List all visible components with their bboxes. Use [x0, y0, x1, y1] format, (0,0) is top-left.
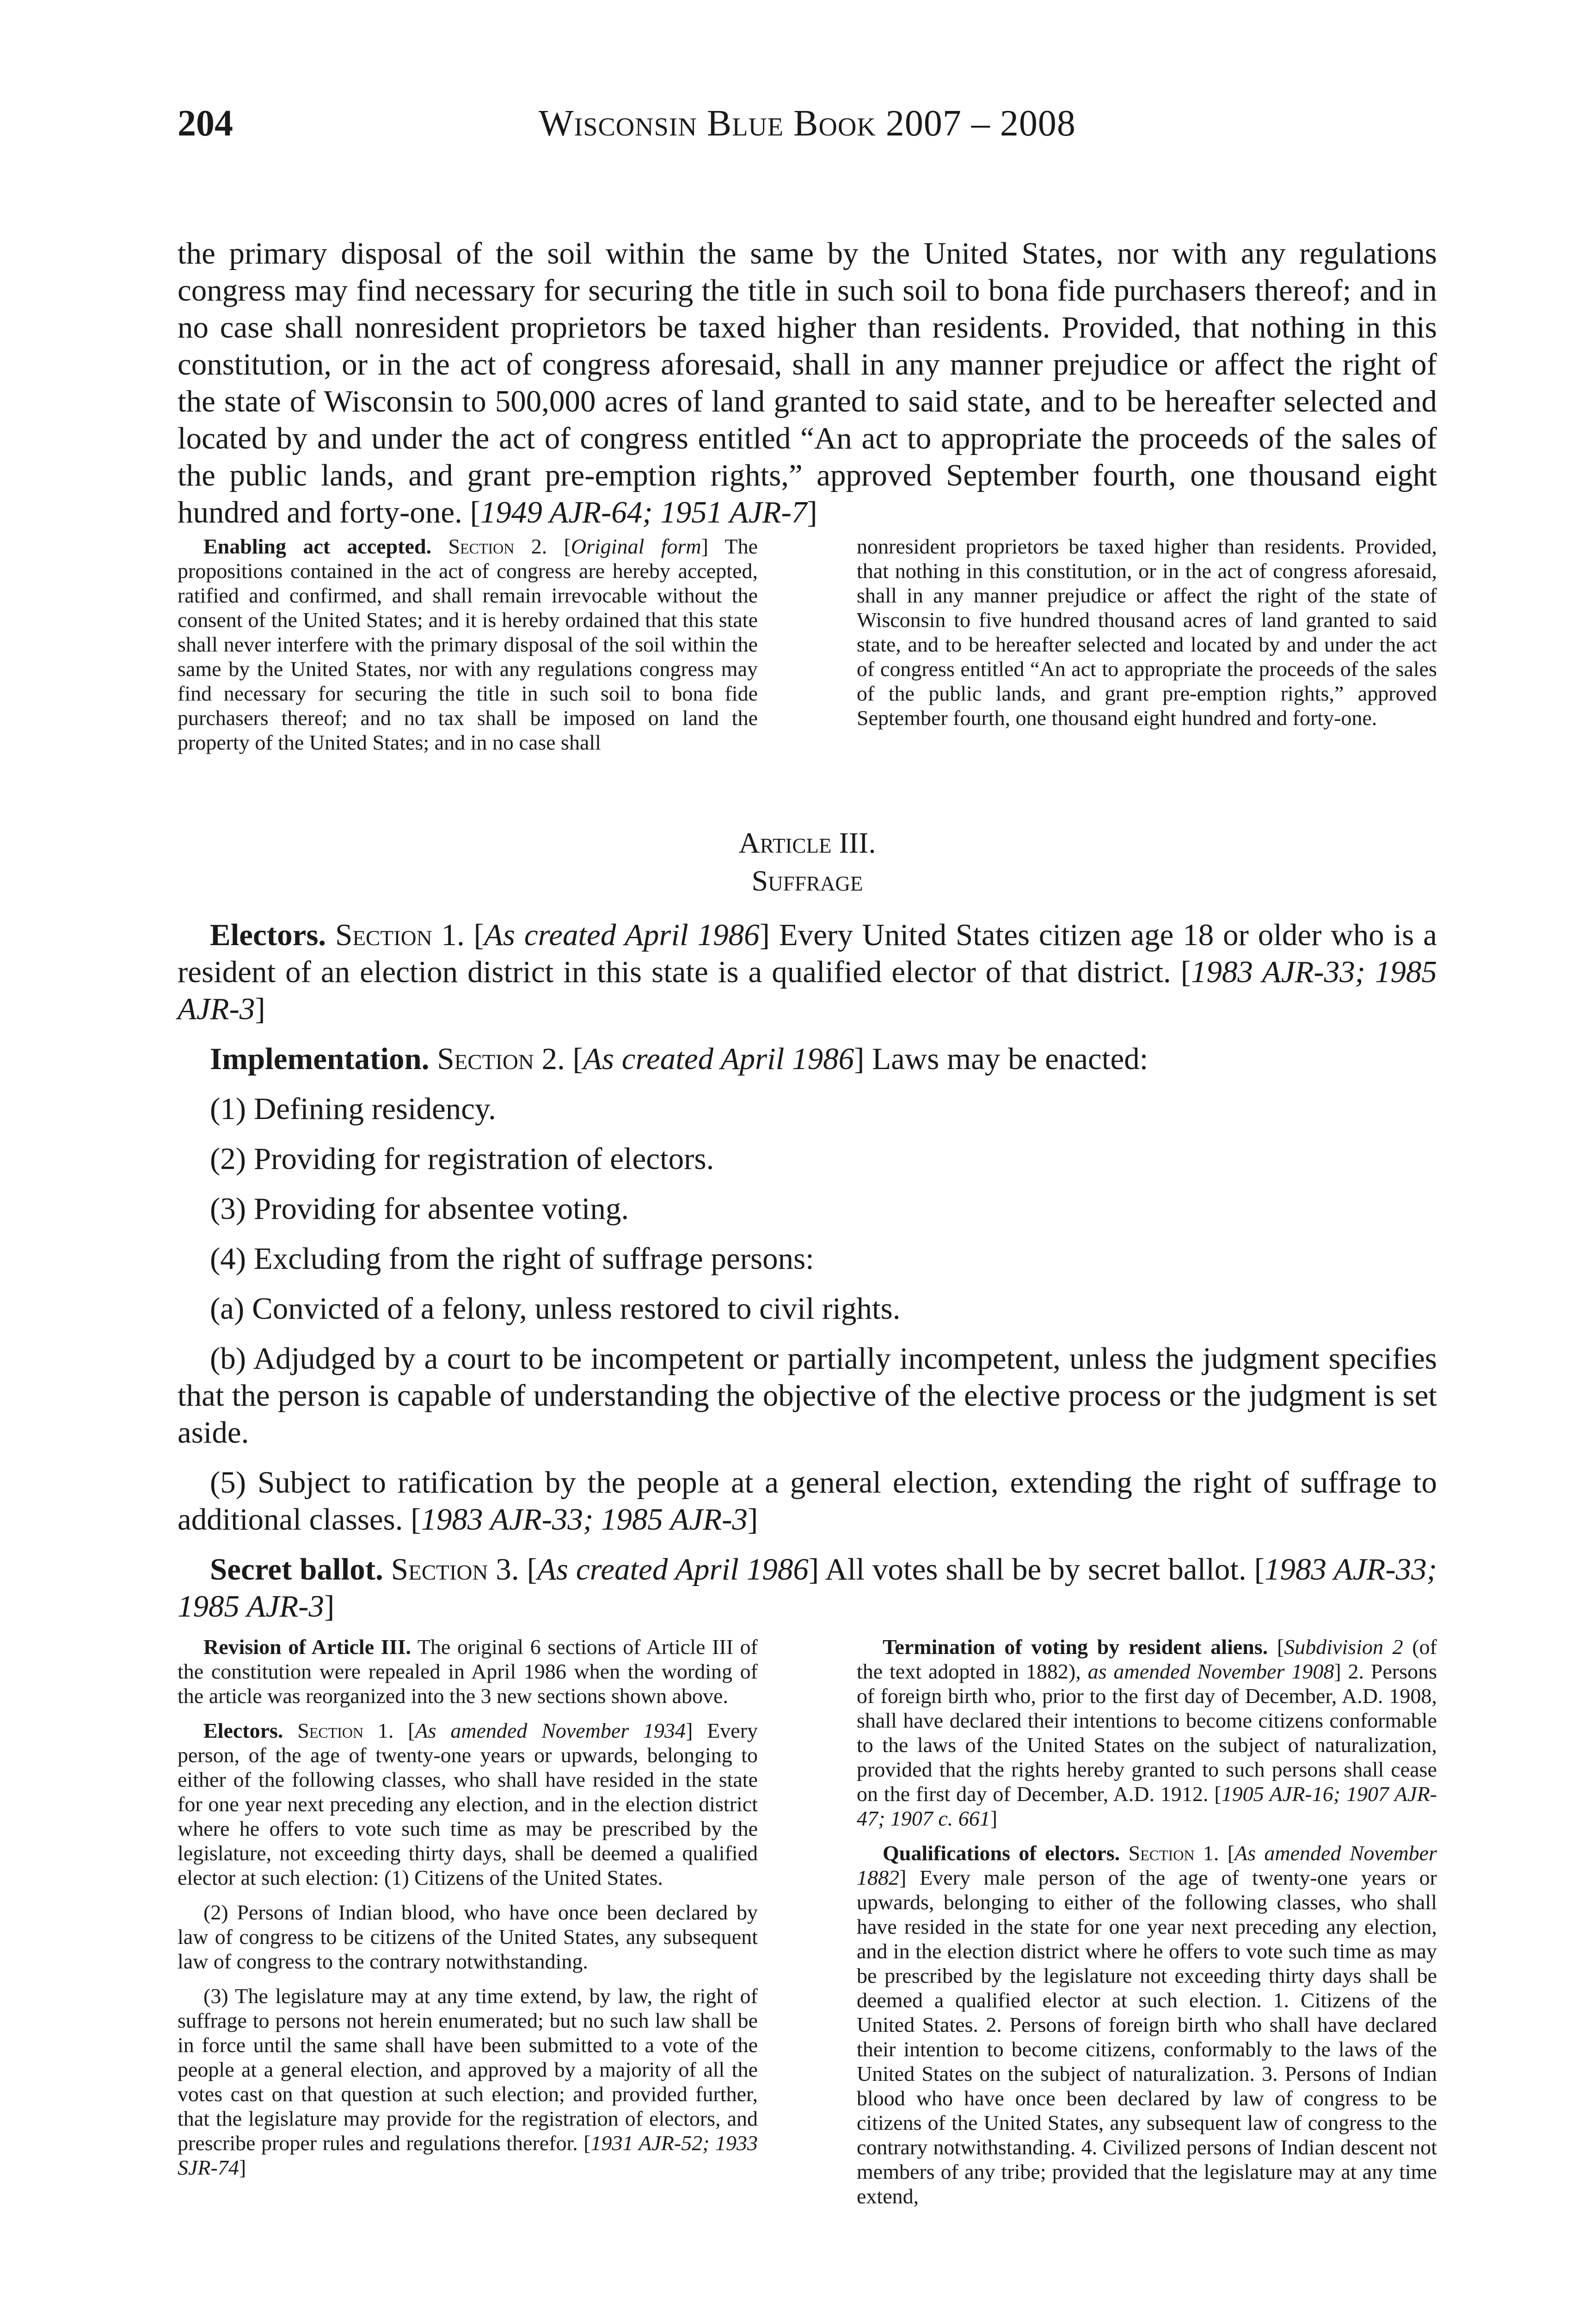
- legislature-extend-text: (3) The legislature may at any time extend, by law, the right of suffrage to persons not herein enumerated; but no such law shall be in force until the same shall have been submitted to a vote of the people at a general election, and approved by a majority of all the votes cast on that question at such election; and provided further, that the legislature may provide for the registration of electors, and prescribe proper rules and regulations therefor.: [178, 1984, 758, 2155]
- secret-ballot-citation: 1983 AJR-33; 1985 AJR-3: [178, 1552, 1437, 1623]
- lead-paragraph: the primary disposal of the soil within the same by the United States, nor with any regulations congress may find necessary for securing the title in such soil to bona fide purchasers thereof; and in no case shall nonresident proprietors be taxed higher than residents. Provided, that nothing in this constitution, or in the act of congress aforesaid, shall in any manner prejudice or affect the right of the state of Wisconsin to 500,000 acres of land granted to said state, and to be hereafter selected and located by and under the act of congress entitled “An act to appropriate the proceeds of the sales of the public lands, and grant pre-emption rights,” approved September fourth, one thousand eight hundred and forty-one. [1949 AJR-64; 1951 AJR-7]: [178, 236, 1437, 529]
- running-header: [178, 103, 1437, 144]
- qualifications-note: Qualifications of electors. Section 1. [As amended November 1882] Every male person of the age of twenty-one years or upwards, belonging to either of the following classes, who shall have resided in the state for one year next preceding any election, and in the election district where he offers to vote such time as may be prescribed by the legislature not exceeding thirty days shall be deemed a qualified elector at such election. 1. Citizens of the United States. 2. Persons of foreign birth who shall have declared their intention to become citizens, conformably to the laws of the United States on the subject of naturalization. 3. Persons of Indian blood who have once been declared by law of congress to be citizens of the United States, any subsequent law of congress to the contrary notwithstanding. 4. Civilized persons of Indian descent not members of any tribe; provided that the legislature may at any time extend,: [857, 1841, 1437, 2208]
- qualifications-section: Section 1.: [1128, 1841, 1219, 1865]
- revision-column-right: [857, 1635, 1437, 2219]
- indian-blood-note: (2) Persons of Indian blood, who have once been declared by law of congress to be citizens of the United States, any subsequent law of congress to the contrary notwithstanding.: [178, 1900, 758, 1973]
- list-item: (1) Defining residency.: [210, 1092, 496, 1126]
- enabling-heading: Enabling act accepted.: [203, 535, 432, 558]
- termination-note: Termination of voting by resident aliens. [Subdivision 2 (of the text adopted in 1882), as amended November 1908] 2. Persons of foreign birth who, prior to the first day of December, A.D. 1908, shall have declared their intentions to become citizens conformable to the laws of the United States on the subject of naturalization, provided that the rights hereby granted to such persons shall cease on the first day of December, A.D. 1912. [1905 AJR-16; 1907 AJR-47; 1907 c. 661]: [857, 1635, 1437, 1830]
- termination-subdivision-note: (of the text adopted in 1882),: [857, 1635, 1437, 1683]
- legislature-citation: 1931 AJR-52; 1933 SJR-74: [178, 2131, 758, 2179]
- termination-text: 2. Persons of foreign birth who, prior to the first day of December, A.D. 1908, shall have declared their intentions to become citizens conformable to the laws of the United States on the subject of naturalization, provided that the rights hereby granted to such persons shall cease on the first day of December, A.D. 1912.: [857, 1660, 1437, 1806]
- revision-column-left: [178, 1635, 758, 2219]
- item-5-text: (5) Subject to ratification by the people at a general election, extending the right of suffrage to additional classes.: [178, 1465, 1437, 1537]
- enabling-form: Original form: [571, 535, 701, 558]
- implementation-section: Implementation. Section 2. [As created April 1986] Laws may be enacted:: [210, 1042, 1148, 1076]
- electors-text: Every United States citizen age 18 or older who is a resident of an election district in this state is a qualified elector of that district.: [178, 918, 1437, 989]
- lead-text: the primary disposal of the soil within the same by the United States, nor with any regulations congress may find necessary for securing the title in such soil to bona fide purchasers thereof; and in no case shall nonresident proprietors be taxed higher than residents. Provided, that nothing in this constitution, or in the act of congress aforesaid, shall in any manner prejudice or affect the right of the state of Wisconsin to 500,000 acres of land granted to said state, and to be hereafter selected and located by and under the act of congress entitled “An act to appropriate the proceeds of the sales of the public lands, and grant pre-emption rights,” approved September fourth, one thousand eight hundred and forty-one.: [178, 236, 1437, 529]
- page-number: 204: [178, 103, 233, 144]
- electors-1934-section: Section 1.: [297, 1719, 394, 1742]
- list-item: (4) Excluding from the right of suffrage persons:: [210, 1242, 814, 1276]
- lead-citation: 1949 AJR-64; 1951 AJR-7: [480, 495, 807, 529]
- book-title: Wisconsin Blue Book 2007 – 2008: [539, 103, 1076, 144]
- electors-heading: Electors.: [210, 918, 326, 952]
- electors-created: As created April 1986: [484, 918, 760, 952]
- article-heading: [178, 824, 1437, 900]
- electors-section-number: Section 1.: [335, 918, 465, 952]
- secret-ballot-heading: Secret ballot.: [210, 1552, 383, 1586]
- qualifications-text: Every male person of the age of twenty-one years or upwards, belonging to either of the following classes, who shall have resided in the state for one year next preceding any election, and in the election district where he offers to vote such time as may be prescribed by the legislature not exceeding thirty days shall be deemed a qualified elector at such election. 1. Citizens of the United States. 2. Persons of foreign birth who shall have declared their intention to become citizens, conformably to the laws of the United States on the subject of naturalization. 3. Persons of Indian blood who have once been declared by law of congress to be citizens of the United States, any subsequent law of congress to the contrary notwithstanding. 4. Civilized persons of Indian descent not members of any tribe; provided that the legislature may at any time extend,: [857, 1866, 1437, 2208]
- list-item: (a) Convicted of a felony, unless restored to civil rights.: [210, 1291, 901, 1326]
- electors-1934-note: Electors. Section 1. [As amended November 1934] Every person, of the age of twenty-one years or upwards, belonging to either of the following classes, who shall have resided in the state for one year next preceding any election, and in the election district where he offers to vote such time as may be prescribed by the legislature, not exceeding thirty days, shall be deemed a qualified elector at such election: (1) Citizens of the United States.: [178, 1719, 758, 1889]
- qualifications-heading: Qualifications of electors.: [883, 1841, 1120, 1865]
- qualifications-amended: As amended November 1882: [857, 1841, 1437, 1889]
- article-text: [178, 916, 1437, 1638]
- revision-text: The original 6 sections of Article III of the constitution were repealed in April 1986 when the wording of the article was reorganized into the 3 new sections shown above.: [178, 1635, 758, 1708]
- legislature-extend-note: (3) The legislature may at any time extend, by law, the right of suffrage to persons not herein enumerated; but no such law shall be in force until the same shall have been submitted to a vote of the people at a general election, and approved by a majority of all the votes cast on that question at such election; and provided further, that the legislature may provide for the registration of electors, and prescribe proper rules and regulations therefor. [1931 AJR-52; 1933 SJR-74]: [178, 1984, 758, 2179]
- list-item-5: (5) Subject to ratification by the people at a general election, extending the right of suffrage to additional classes. [1983 AJR-33; 1985 AJR-3]: [178, 1465, 1437, 1537]
- implementation-heading: Implementation.: [210, 1042, 430, 1076]
- implementation-section-number: Section 2.: [437, 1042, 565, 1076]
- implementation-citation: 1983 AJR-33; 1985 AJR-3: [421, 1502, 748, 1537]
- note-column-right: [857, 534, 1437, 765]
- secret-ballot-text: All votes shall be by secret ballot.: [825, 1552, 1246, 1586]
- note-column-left: [178, 534, 758, 765]
- termination-heading: Termination of voting by resident aliens.: [883, 1635, 1268, 1659]
- secret-ballot-section: Secret ballot. Section 3. [As created April 1986] All votes shall be by secret ballot. [1983 AJR-33; 1985 AJR-3]: [178, 1552, 1437, 1623]
- revision-notes: [178, 1635, 1437, 2219]
- termination-amended: as amended November 1908: [1087, 1660, 1334, 1683]
- secret-ballot-created: As created April 1986: [537, 1552, 809, 1586]
- enabling-section: Section 2.: [448, 535, 547, 558]
- revision-heading: Revision of Article III.: [203, 1635, 411, 1659]
- implementation-created: As created April 1986: [583, 1042, 854, 1076]
- list-item: (3) Providing for absentee voting.: [210, 1192, 629, 1226]
- electors-citation: 1983 AJR-33; 1985 AJR-3: [178, 955, 1437, 1026]
- termination-subdivision: Subdivision 2: [1284, 1635, 1403, 1659]
- enabling-note-continued: nonresident proprietors be taxed higher than residents. Provided, that nothing in this constitution, or in the act of congress aforesaid, shall in any manner prejudice or affect the right of the state of Wisconsin to five hundred thousand acres of land granted to said state, and to be hereafter selected and located by and under the act of congress entitled “An act to appropriate the proceeds of the sales of the public lands, and grant pre-emption rights,” approved September fourth, one thousand eight hundred and forty-one.: [857, 535, 1437, 730]
- enabling-text-col1: The propositions contained in the act of congress are hereby accepted, ratified and confirmed, and shall remain irrevocable without the consent of the United States; and it is hereby ordained that this state shall never interfere with the primary disposal of the soil within the same by the United States, nor with any regulations congress may find necessary for securing the title in such soil to bona fide purchasers thereof; and no tax shall be imposed on land the property of the United States; and in no case shall: [178, 535, 758, 754]
- termination-citation: 1905 AJR-16; 1907 AJR-47; 1907 c. 661: [857, 1782, 1437, 1830]
- electors-1934-heading: Electors.: [203, 1719, 283, 1742]
- enabling-act-note: [178, 534, 1437, 765]
- implementation-text: Laws may be enacted:: [872, 1042, 1148, 1076]
- enabling-note-paragraph: Enabling act accepted. Section 2. [Original form] The propositions contained in the act of congress are hereby accepted, ratified and confirmed, and shall remain irrevocable without the consent of the United States; and it is hereby ordained that this state shall never interfere with the primary disposal of the soil within the same by the United States, nor with any regulations congress may find necessary for securing the title in such soil to bona fide purchasers thereof; and no tax shall be imposed on land the property of the United States; and in no case shall: [178, 535, 758, 754]
- list-item: (2) Providing for registration of electors.: [210, 1142, 714, 1176]
- article-title: Suffrage: [751, 864, 863, 897]
- secret-ballot-section-number: Section 3.: [391, 1552, 519, 1586]
- article-number: Article III.: [738, 826, 876, 859]
- electors-section: Electors. Section 1. [As created April 1986] Every United States citizen age 18 or older who is a resident of an election district in this state is a qualified elector of that district. [1983 AJR-33; 1985 AJR-3]: [178, 918, 1437, 1026]
- electors-1934-amended: As amended November 1934: [415, 1719, 686, 1742]
- electors-1934-text: Every person, of the age of twenty-one years or upwards, belonging to either of the following classes, who shall have resided in the state for one year next preceding any election, and in the election district where he offers to vote such time as may be prescribed by the legislature, not exceeding thirty days, shall be deemed a qualified elector at such election: (1) Citizens of the United States.: [178, 1719, 758, 1889]
- revision-note: [178, 1635, 758, 1708]
- list-item-b: (b) Adjudged by a court to be incompetent or partially incompetent, unless the judgment specifies that the person is capable of understanding the objective of the elective process or the judgment is set aside.: [178, 1341, 1437, 1450]
